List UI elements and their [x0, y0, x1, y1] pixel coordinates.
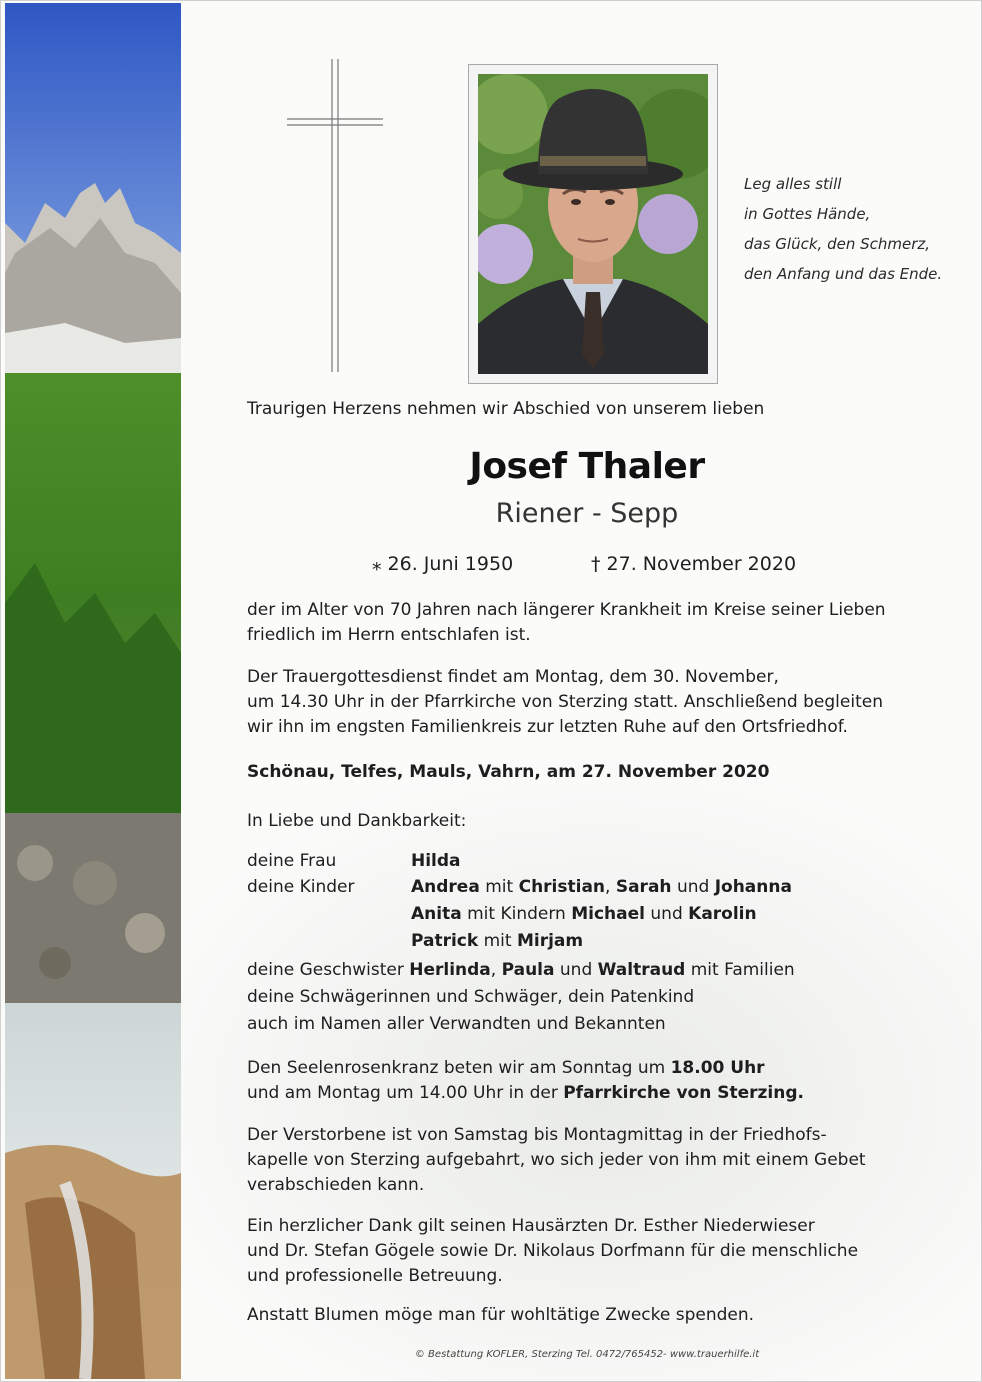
siblings-label: deine Geschwister: [247, 960, 404, 980]
connector: mit Kindern: [467, 904, 566, 924]
wife-label: deine Frau: [247, 851, 337, 871]
inlaws-line: deine Schwägerinnen und Schwäger, dein Patenkind: [247, 987, 695, 1007]
rosary-time: 18.00 Uhr: [670, 1058, 765, 1078]
rosary-place: Pfarrkirche von Sterzing.: [563, 1083, 804, 1103]
partner-name: Mirjam: [516, 931, 584, 951]
flowers-note: Anstatt Blumen möge man für wohltätige Zwecke spenden.: [247, 1305, 755, 1325]
child-name: Andrea: [411, 877, 480, 897]
paragraph-funeral: [247, 665, 883, 740]
deceased-nickname: Riener - Sepp: [495, 498, 679, 529]
child-name: Anita: [411, 904, 462, 924]
paragraph-passing: [247, 598, 886, 648]
text-line: um 14.30 Uhr in der Pfarrkirche von Sterzing statt. Anschließend begleiten: [247, 692, 883, 712]
relatives-line: auch im Namen aller Verwandten und Bekannten: [247, 1014, 666, 1034]
children-line-3: [411, 931, 583, 951]
poem: [744, 169, 974, 289]
text-line: wir ihn im engsten Familienkreis zur letzten Ruhe auf den Ortsfriedhof.: [247, 717, 848, 737]
text-line: der im Alter von 70 Jahren nach längerer Krankheit im Kreise seiner Lieben: [247, 600, 886, 620]
poem-line: in Gottes Hände,: [744, 205, 871, 223]
sibling-name: Paula: [501, 960, 555, 980]
grandchild-name: Johanna: [714, 877, 792, 897]
text-line: Ein herzlicher Dank gilt seinen Hausärzten Dr. Esther Niederwieser: [247, 1216, 815, 1236]
children-line-2: [411, 904, 757, 924]
connector: und: [676, 877, 710, 897]
text-line: und Dr. Stefan Gögele sowie Dr. Nikolaus Dorfmann für die menschliche: [247, 1241, 859, 1261]
place-date: Schönau, Telfes, Mauls, Vahrn, am 27. November 2020: [247, 762, 770, 782]
intro-text: Traurigen Herzens nehmen wir Abschied von unserem lieben: [247, 399, 765, 419]
children-line-1: Andrea mit Christian, Sarah und Johanna: [411, 877, 792, 897]
poem-line: Leg alles still: [744, 175, 842, 193]
gratitude-line: In Liebe und Dankbarkeit:: [247, 811, 467, 831]
children-label: deine Kinder: [247, 877, 355, 897]
wife-name: Hilda: [411, 851, 461, 871]
death-date: † 27. November 2020: [591, 553, 797, 575]
grandchild-name: Michael: [571, 904, 645, 924]
birth-date: ⁎ 26. Juni 1950: [372, 553, 514, 575]
deceased-name: Josef Thaler: [469, 446, 705, 487]
text-line: Der Verstorbene ist von Samstag bis Montagmittag in der Friedhofs-: [247, 1125, 827, 1145]
portrait-photo-frame: [468, 64, 718, 384]
sibling-name: Waltraud: [597, 960, 686, 980]
text-line: kapelle von Sterzing aufgebahrt, wo sich jeder von ihm mit einem Gebet: [247, 1150, 866, 1170]
connector: und: [559, 960, 593, 980]
grandchild-name: Sarah: [615, 877, 672, 897]
text-line: verabschieden kann.: [247, 1175, 425, 1195]
text-line: friedlich im Herrn entschlafen ist.: [247, 625, 531, 645]
paragraph-thanks: [247, 1214, 858, 1289]
connector: und: [650, 904, 683, 924]
rosary-text: und am Montag um 14.00 Uhr in der: [247, 1083, 564, 1103]
siblings-line: deine Geschwister Herlinda, Paula und Waltraud mit Familien: [247, 960, 795, 980]
rosary-text: Den Seelenrosenkranz beten wir am Sonntag um: [247, 1058, 671, 1078]
poem-line: den Anfang und das Ende.: [744, 265, 943, 283]
mountain-landscape-image: [5, 3, 181, 1379]
partner-name: Christian: [518, 877, 606, 897]
grandchild-name: Karolin: [688, 904, 757, 924]
connector: mit: [485, 877, 514, 897]
paragraph-wake: [247, 1123, 866, 1198]
siblings-suffix: mit Familien: [690, 960, 795, 980]
cross-icon: [285, 57, 385, 377]
portrait-photo: [478, 74, 708, 374]
connector: mit: [483, 931, 512, 951]
paragraph-rosary: [247, 1056, 804, 1106]
text-line: [247, 1056, 804, 1081]
text-line: Der Trauergottesdienst findet am Montag, dem 30. November,: [247, 667, 779, 687]
child-name: Patrick: [411, 931, 479, 951]
text-line: [247, 1081, 804, 1106]
poem-line: das Glück, den Schmerz,: [744, 235, 931, 253]
text-line: und professionelle Betreuung.: [247, 1266, 503, 1286]
sibling-name: Herlinda: [409, 960, 491, 980]
footer-credit: © Bestattung KOFLER, Sterzing Tel. 0472/765452- www.trauerhilfe.it: [414, 1349, 760, 1360]
